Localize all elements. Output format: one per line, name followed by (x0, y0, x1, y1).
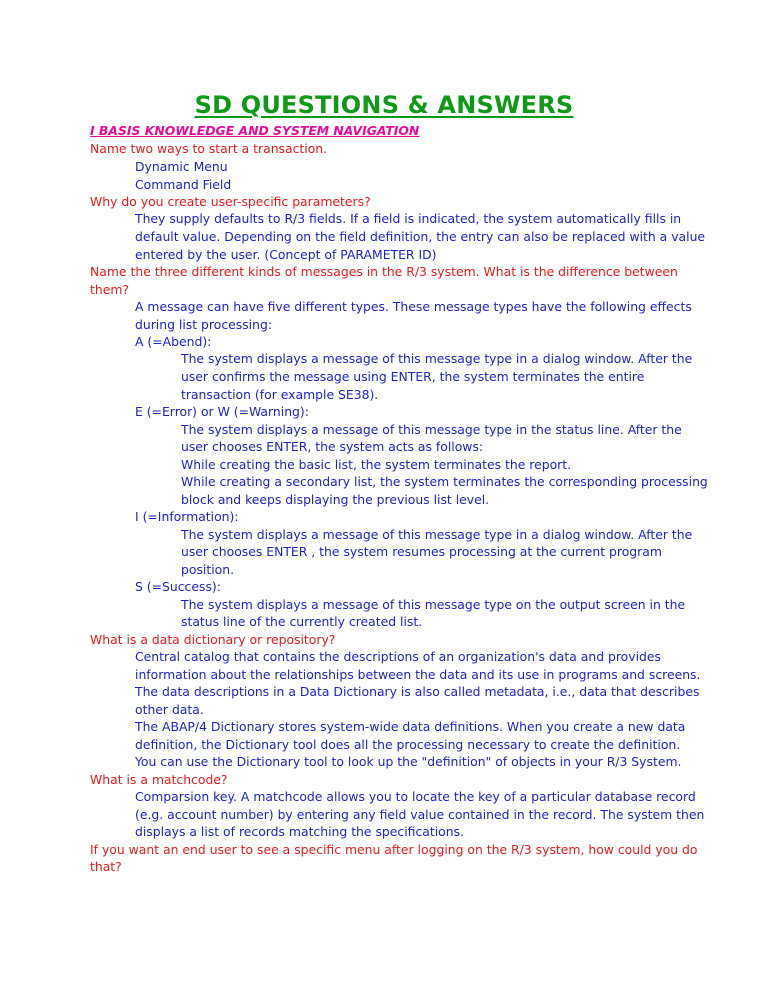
answer-line: other data. (135, 702, 204, 717)
answer-line: user chooses ENTER , the system resumes processing at the current program (181, 544, 662, 559)
answer-line: The system displays a message of this message type in a dialog window. After the (181, 351, 693, 366)
question-line: What is a data dictionary or repository? (90, 632, 336, 647)
answer-line: block and keeps displaying the previous list level. (181, 492, 490, 507)
answer-line: The data descriptions in a Data Dictionary is also called metadata, i.e., data that describes (135, 684, 700, 699)
answer-line: While creating the basic list, the system terminates the report. (181, 457, 572, 472)
answer-line: Comparsion key. A matchcode allows you to locate the key of a particular database record (135, 789, 696, 804)
answer-line: (e.g. account number) by entering any field value contained in the record. The system then (135, 807, 705, 822)
answer-line: S (=Success): (135, 579, 221, 594)
answer-line: entered by the user. (Concept of PARAMETER ID) (135, 247, 437, 262)
answer-line: Central catalog that contains the descriptions of an organization's data and provides (135, 649, 661, 664)
answer-line: E (=Error) or W (=Warning): (135, 404, 309, 419)
answer-line: A (=Abend): (135, 334, 212, 349)
page-title: SD QUESTIONS & ANSWERS (194, 91, 574, 119)
answer-line: status line of the currently created list. (181, 614, 423, 629)
answer-line: default value. Depending on the field definition, the entry can also be replaced with a value (135, 229, 706, 244)
answer-line: The system displays a message of this message type in the status line. After the (181, 422, 682, 437)
answer-line: position. (181, 562, 235, 577)
question-line: Name two ways to start a transaction. (90, 141, 328, 156)
section-heading: I BASIS KNOWLEDGE AND SYSTEM NAVIGATION (90, 123, 420, 138)
question-line: Why do you create user-specific parameters? (90, 194, 371, 209)
question-line: If you want an end user to see a specific menu after logging on the R/3 system, how could you do (90, 842, 698, 857)
answer-line: user chooses ENTER, the system acts as follows: (181, 439, 484, 454)
answer-line: The ABAP/4 Dictionary stores system-wide data definitions. When you create a new data (135, 719, 686, 734)
answer-line: While creating a secondary list, the system terminates the corresponding processing (181, 474, 708, 489)
answer-line: They supply defaults to R/3 fields. If a field is indicated, the system automatically fills in (135, 211, 682, 226)
answer-line: definition, the Dictionary tool does all the processing necessary to create the definition. (135, 737, 681, 752)
answer-line: The system displays a message of this message type on the output screen in the (181, 597, 686, 612)
answer-line: during list processing: (135, 317, 272, 332)
answer-line: A message can have five different types. These message types have the following effects (135, 299, 692, 314)
answer-line: You can use the Dictionary tool to look up the "definition" of objects in your R/3 System. (135, 754, 682, 769)
answer-line: transaction (for example SE38). (181, 387, 379, 402)
answer-line: The system displays a message of this message type in a dialog window. After the (181, 527, 693, 542)
answer-line: I (=Information): (135, 509, 239, 524)
question-line: them? (90, 282, 129, 297)
answer-line: Command Field (135, 177, 232, 192)
answer-line: Dynamic Menu (135, 159, 228, 174)
answer-line: information about the relationships between the data and its use in programs and screens. (135, 667, 701, 682)
question-line: that? (90, 859, 122, 874)
question-line: What is a matchcode? (90, 772, 228, 787)
answer-line: displays a list of records matching the specifications. (135, 824, 465, 839)
question-line: Name the three different kinds of messages in the R/3 system. What is the difference between (90, 264, 678, 279)
answer-line: user confirms the message using ENTER, the system terminates the entire (181, 369, 645, 384)
